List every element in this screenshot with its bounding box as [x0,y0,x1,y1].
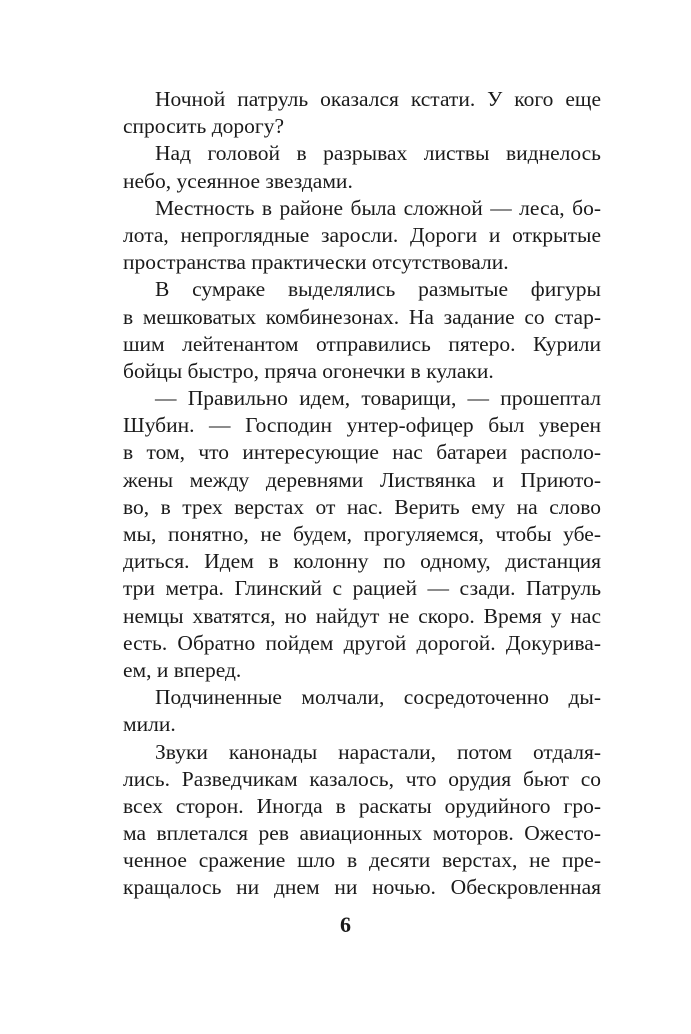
text-line: мили. [123,712,176,737]
text-line: Звуки канонады нарастали, потом отдаля- [155,739,601,764]
text-line: бойцы быстро, пряча огонечки в кулаки. [123,358,494,383]
text-line: небо, усеянное звездами. [123,168,353,193]
text-line: всех сторон. Иногда в раскаты орудийного гро- [123,793,601,818]
paragraph [123,195,601,277]
text-line: Подчиненные молчали, сосредоточенно ды- [155,685,601,710]
text-line: во, в трех верстах от нас. Верить ему на слово [123,494,601,519]
text-line: ма вплетался рев авиационных моторов. Ожесто- [123,821,601,846]
text-line: — Правильно идем, товарищи, — прошептал [155,386,601,411]
text-line: Местность в районе была сложной — леса, бо- [155,195,601,220]
text-line: жены между деревнями Листвянка и Приюто- [123,467,601,492]
paragraph [123,385,601,684]
text-line: Шубин. — Господин унтер-офицер был уверен [123,413,601,438]
text-line: Ночной патруль оказался кстати. У кого еще [155,87,601,111]
paragraph [123,276,601,385]
paragraph [123,684,601,738]
text-line: пространства практически отсутствовали. [123,250,509,275]
text-line: ченное сражение шло в десяти верстах, не пре- [123,848,601,873]
text-line: лись. Разведчикам казалось, что орудия бьют со [123,766,601,791]
text-line: немцы хватятся, но найдут не скоро. Время у нас [123,603,601,628]
text-line: спросить дорогу? [123,114,285,139]
paragraph [123,140,601,194]
text-line: лота, непроглядные заросли. Дороги и открытые [123,222,601,247]
text-line: ем, и вперед. [123,657,242,682]
text-line: есть. Обратно пойдем другой дорогой. Докурива- [123,630,601,655]
text-line: мы, понятно, не будем, прогуляемся, чтобы убе- [123,522,601,546]
page-number: 6 [340,912,351,937]
text-line: Над головой в разрывах листвы виднелось [155,141,601,166]
body-text [123,86,601,902]
text-line: шим лейтенантом отправились пятеро. Курили [123,331,601,356]
text-line: три метра. Глинский с рацией — сзади. Патруль [123,576,601,601]
paragraph [123,739,601,902]
text-line: в том, что интересующие нас батареи располо- [123,440,601,465]
text-line: диться. Идем в колонну по одному, дистанция [123,549,601,574]
paragraph [123,86,601,140]
text-line: В сумраке выделялись размытые фигуры [155,277,601,302]
text-line: кращалось ни днем ни ночью. Обескровленная [123,875,601,900]
text-line: в мешковатых комбинезонах. На задание со стар- [123,304,601,329]
